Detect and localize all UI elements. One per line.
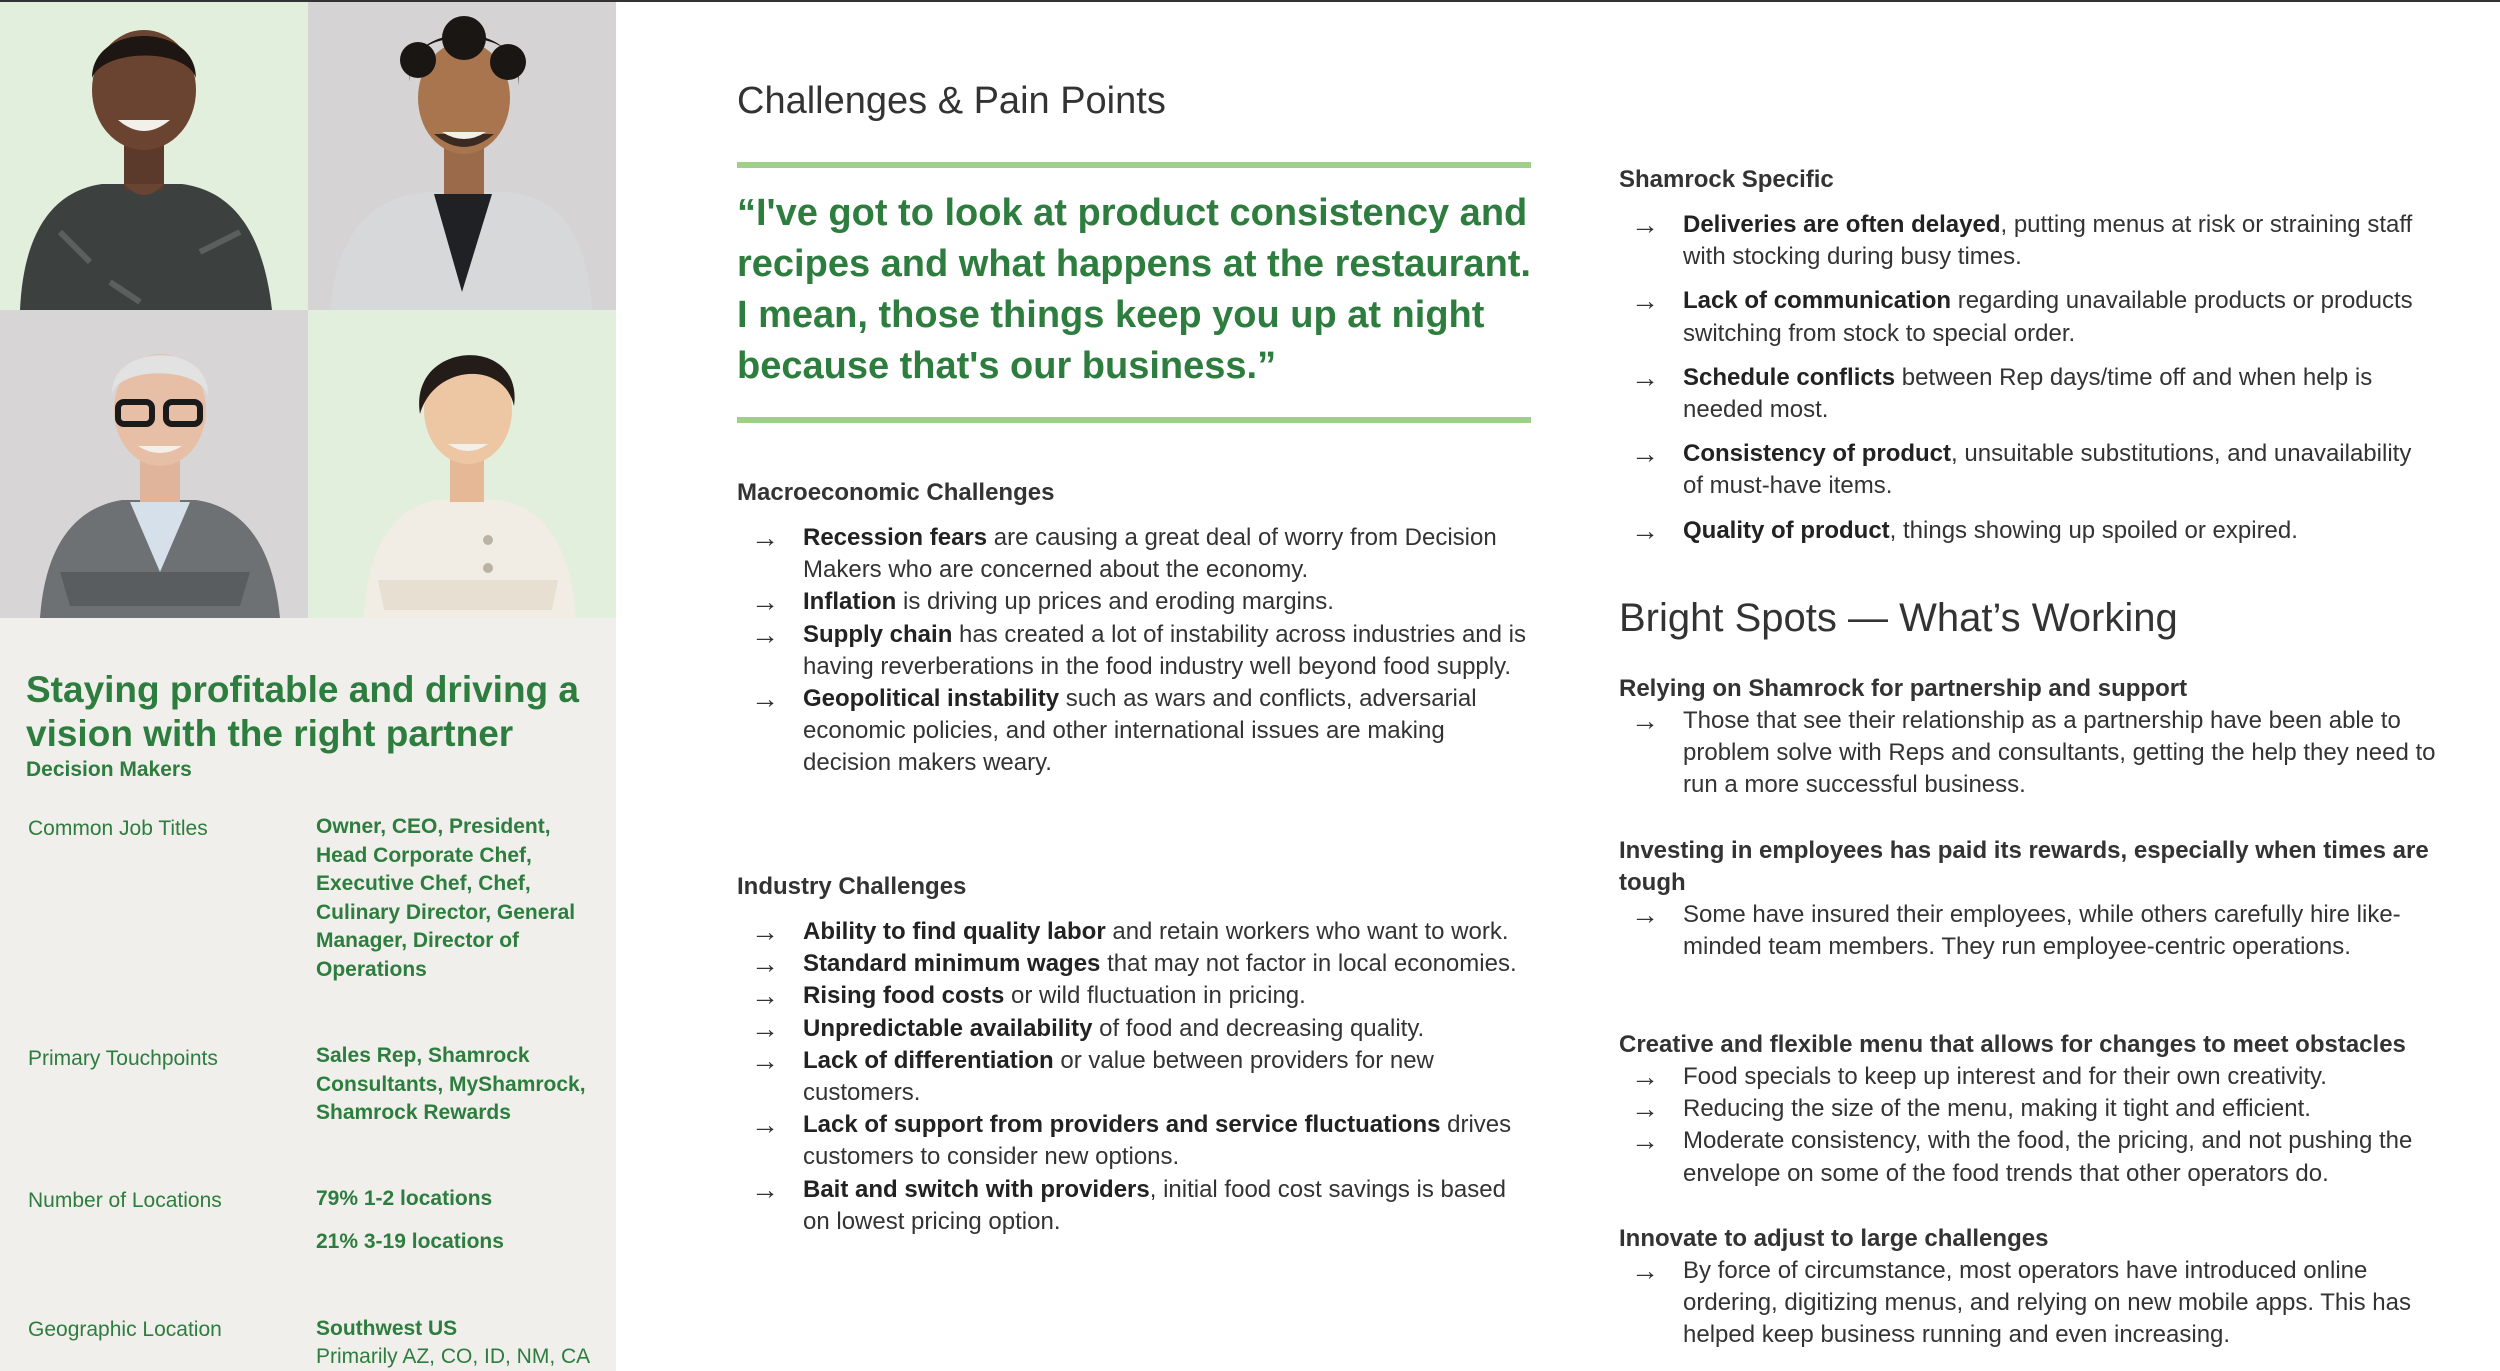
list-item <box>1617 209 2437 273</box>
list-item <box>737 1109 1527 1173</box>
bright-spots-title: Bright Spots — What’s Working <box>1619 596 2178 640</box>
list-item-text: that may not factor in local economies. <box>1100 950 1517 978</box>
list-item-lead: Lack of differentiation <box>803 1046 1054 1074</box>
persona-photo-man-curly <box>308 2 616 310</box>
arrow-right-icon: → <box>1631 1255 1659 1286</box>
list-item-lead: Ability to find quality labor <box>803 918 1106 945</box>
quote-bottom-rule <box>737 417 1531 423</box>
arrow-right-icon: → <box>1631 705 1659 736</box>
list-item-text: , putting menus at risk or straining staff with stocking during busy times. <box>1683 211 2413 271</box>
list-item-lead: Inflation <box>803 588 897 616</box>
quote-top-rule <box>737 162 1531 168</box>
attr-label-touchpoints: Primary Touchpoints <box>28 1047 218 1070</box>
arrow-right-icon: → <box>1631 1061 1659 1092</box>
list-item <box>737 586 1527 618</box>
list-item <box>737 980 1527 1012</box>
list-item-lead: Lack of communication <box>1683 287 1952 315</box>
spot-heading-innovate: Innovate to adjust to large challenges <box>1619 1225 2049 1252</box>
arrow-right-icon: → <box>751 618 779 650</box>
attr-value-locations-2: 21% 3-19 locations <box>316 1230 504 1253</box>
arrow-right-icon: → <box>751 948 779 980</box>
spot-list-partnership <box>1617 705 2437 802</box>
attr-label-locations: Number of Locations <box>28 1189 222 1212</box>
list-item-text: are causing a great deal of worry from Decision Makers who are concerned about the economy. <box>803 524 1497 584</box>
list-item-text: of food and decreasing quality. <box>1092 1014 1425 1042</box>
list-item-lead: Unpredictable availability <box>803 1014 1093 1042</box>
arrow-right-icon: → <box>1631 899 1659 930</box>
list-item-text: By force of circumstance, most operators have introduced online ordering, digitizing menus, and relying on new mobile apps. This has helped keep business running and even increasing. <box>1683 1257 2411 1349</box>
list-item-text: , initial food cost savings is based on lowest pricing option. <box>803 1175 1506 1235</box>
list-item <box>1617 899 2437 963</box>
list-item <box>1617 1061 2437 1093</box>
list-item-text: has created a lot of instability across industries and is having reverberations in the food industry well beyond food supply. <box>803 620 1526 680</box>
list-item <box>737 948 1527 980</box>
list-item <box>1617 438 2437 502</box>
arrow-right-icon: → <box>751 522 779 553</box>
list-item <box>1617 1125 2437 1189</box>
list-item-text: such as wars and conflicts, adversarial economic policies, and other international issues are making decision makers weary. <box>803 685 1477 777</box>
list-item <box>737 1013 1527 1045</box>
list-item-text: between Rep days/time off and when help is needed most. <box>1683 363 2373 424</box>
list-item <box>737 1045 1527 1109</box>
list-item-lead: Quality of product <box>1683 516 1890 544</box>
spot-heading-menu: Creative and flexible menu that allows for changes to meet obstacles <box>1619 1031 2406 1058</box>
list-item-text: drives customers to consider new options. <box>803 1111 1512 1171</box>
list-item-text: , unsuitable substitutions, and unavailability of must-have items. <box>1683 440 2412 500</box>
attr-value-job-titles: Owner, CEO, President, Head Corporate Chef, Executive Chef, Chef, Culinary Director, General Manager, Director of Operations <box>316 815 576 981</box>
attr-label-geography: Geographic Location <box>28 1318 222 1341</box>
arrow-right-icon: → <box>751 1012 779 1044</box>
attr-value-touchpoints: Sales Rep, Shamrock Consultants, MyShamrock, Shamrock Rewards <box>316 1044 586 1124</box>
list-item-lead: Schedule conflicts <box>1683 363 1896 391</box>
list-item-text: and retain workers who want to work. <box>1105 918 1509 945</box>
arrow-right-icon: → <box>751 683 779 715</box>
attr-label-job-titles: Common Job Titles <box>28 817 208 840</box>
arrow-right-icon: → <box>751 916 779 947</box>
persona-photo-woman <box>0 2 308 310</box>
list-item-text: or value between providers for new customers. <box>803 1046 1434 1107</box>
list-item-text: regarding unavailable products or products switching from stock to special order. <box>1683 287 2413 347</box>
spot-heading-partnership: Relying on Shamrock for partnership and support <box>1619 675 2188 702</box>
arrow-right-icon: → <box>1631 285 1659 317</box>
arrow-right-icon: → <box>1631 209 1659 240</box>
persona-photo-grid <box>0 2 616 618</box>
spot-list-employees <box>1617 899 2437 963</box>
list-item <box>737 916 1527 948</box>
list-item-text: or wild fluctuation in pricing. <box>1004 982 1306 1010</box>
arrow-right-icon: → <box>751 1109 779 1141</box>
list-item-text: is driving up prices and eroding margins. <box>896 588 1334 616</box>
list-item <box>737 1174 1527 1238</box>
list-item-text: Moderate consistency, with the food, the pricing, and not pushing the envelope on some of the food trends that other operators do. <box>1683 1127 2413 1187</box>
attr-value-locations-1: 79% 1-2 locations <box>316 1187 493 1210</box>
list-item <box>1617 1255 2437 1352</box>
attr-value-geography-region: Southwest US <box>316 1317 458 1340</box>
persona-photo-older-man <box>0 310 308 618</box>
list-item <box>737 683 1527 780</box>
industry-heading: Industry Challenges <box>737 873 967 900</box>
shamrock-heading: Shamrock Specific <box>1619 166 1834 193</box>
list-item <box>737 619 1527 683</box>
list-item <box>1617 285 2437 349</box>
spot-heading-employees: Investing in employees has paid its rewards, especially when times are tough <box>1619 837 2429 896</box>
challenges-title: Challenges & Pain Points <box>737 80 1166 122</box>
attr-value-geography-states: Primarily AZ, CO, ID, NM, CA <box>316 1345 591 1368</box>
persona-panel <box>0 2 616 1371</box>
list-item-text: Reducing the size of the menu, making it tight and efficient. <box>1683 1095 2311 1123</box>
list-item <box>737 522 1527 586</box>
arrow-right-icon: → <box>1631 361 1659 393</box>
list-item-lead: Consistency of product <box>1683 440 1952 468</box>
list-item <box>1617 1093 2437 1125</box>
arrow-right-icon: → <box>1631 438 1659 470</box>
arrow-right-icon: → <box>751 586 779 618</box>
list-item <box>1617 705 2437 802</box>
list-item-lead: Supply chain <box>803 620 953 648</box>
list-item <box>1617 515 2437 547</box>
list-item-lead: Lack of support from providers and service fluctuations <box>803 1111 1441 1139</box>
arrow-right-icon: → <box>1631 1093 1659 1125</box>
list-item <box>1617 362 2437 426</box>
persona-subtitle: Decision Makers <box>26 758 192 781</box>
list-item-lead: Rising food costs <box>803 982 1005 1010</box>
arrow-right-icon: → <box>751 1044 779 1076</box>
list-item-lead: Standard minimum wages <box>803 950 1101 978</box>
list-item-lead: Deliveries are often delayed <box>1683 211 2001 238</box>
list-item-text: Some have insured their employees, while others carefully hire like-minded team members. They run employee-centric operations. <box>1683 901 2401 961</box>
spot-list-menu <box>1617 1061 2437 1190</box>
arrow-right-icon: → <box>1631 1125 1659 1157</box>
list-item-text: Those that see their relationship as a partnership have been able to problem solve with Reps and consultants, getting the help they need to run a more successful business. <box>1683 707 2436 799</box>
persona-photo-chef <box>308 310 616 618</box>
arrow-right-icon: → <box>1631 514 1659 546</box>
spot-list-innovate <box>1617 1255 2437 1352</box>
industry-challenge-list <box>737 916 1527 1238</box>
list-item-lead: Bait and switch with providers <box>803 1175 1150 1203</box>
list-item-text: Food specials to keep up interest and for their own creativity. <box>1683 1063 2327 1090</box>
macro-heading: Macroeconomic Challenges <box>737 479 1055 506</box>
shamrock-challenge-list <box>1617 209 2437 559</box>
macro-challenge-list <box>737 522 1527 780</box>
customer-quote: “I've got to look at product consistency and recipes and what happens at the restaurant. I mean, those things keep you up at night because that's our business.” <box>737 192 1531 387</box>
list-item-lead: Geopolitical instability <box>803 685 1060 713</box>
list-item-text: , things showing up spoiled or expired. <box>1889 516 2298 544</box>
arrow-right-icon: → <box>751 1173 779 1205</box>
persona-title: Staying profitable and driving a vision with the right partner <box>26 669 580 754</box>
arrow-right-icon: → <box>751 980 779 1012</box>
list-item-lead: Recession fears <box>803 524 988 551</box>
